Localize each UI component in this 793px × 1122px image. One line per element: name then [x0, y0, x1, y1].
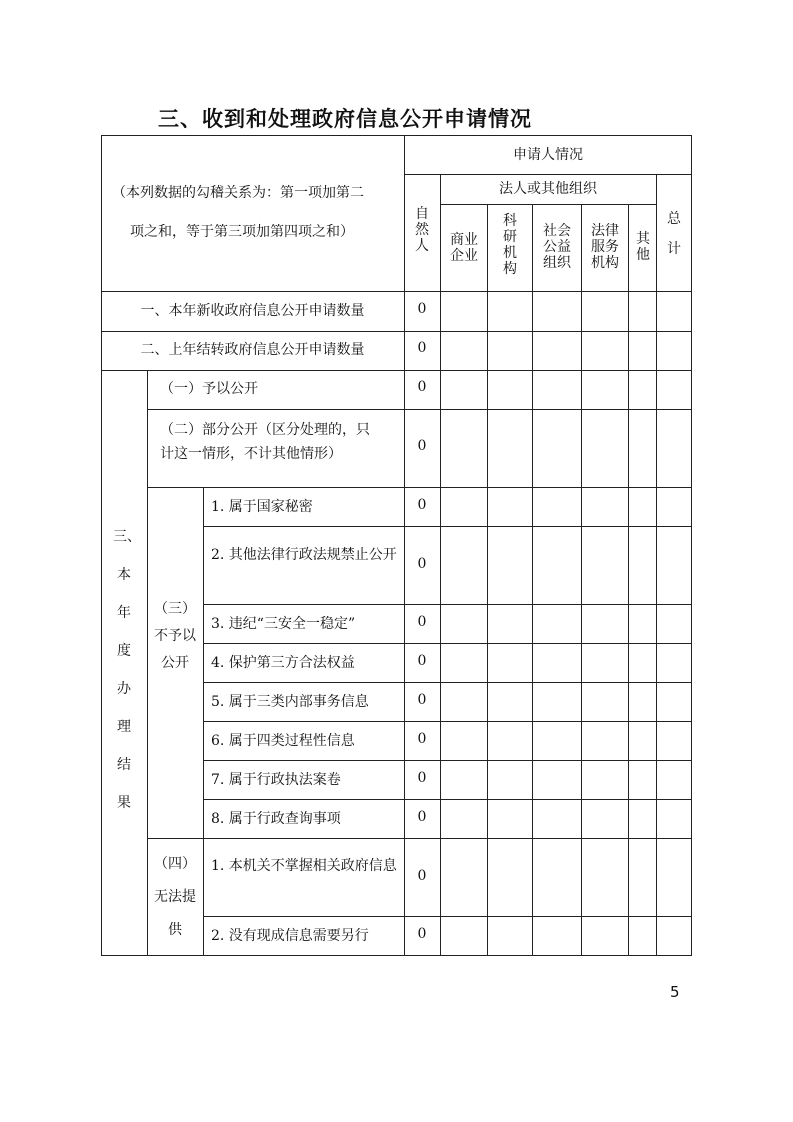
legal-group-header: 法人或其他组织: [499, 181, 597, 197]
col-divider-other: [628, 204, 629, 956]
row-line: [203, 799, 692, 800]
legal-service-header: 法律服务机构: [591, 223, 619, 271]
total-header: 总计: [667, 211, 681, 257]
not-disclose-item-2-label: 2. 其他法律行政法规禁止公开: [211, 547, 397, 563]
not-disclose-item-8-value: 0: [417, 809, 427, 825]
not-disclose-item-5-label: 5. 属于三类内部事务信息: [211, 694, 369, 710]
applicant-situation-header: 申请人情况: [513, 147, 583, 163]
row-line: [203, 760, 692, 761]
not-disclose-item-6-value: 0: [417, 731, 427, 747]
row-line: [203, 526, 692, 527]
table-border-left: [101, 135, 102, 956]
row-partial-line-1: （二）部分公开（区分处理的，只: [160, 422, 370, 438]
group-results-label: 三、本年度办理结果: [113, 529, 141, 811]
col-divider-research: [487, 204, 488, 956]
not-disclose-item-1-value: 0: [417, 497, 427, 513]
not-disclose-item-4-value: 0: [417, 653, 427, 669]
page-number: 5: [670, 983, 680, 1001]
row-line: [101, 370, 692, 371]
row-partial-label: [160, 418, 400, 466]
row-line: [101, 291, 692, 292]
not-disclose-item-4-label: 4. 保护第三方合法权益: [211, 655, 355, 671]
natural-person-header: 自然人: [415, 206, 429, 254]
label-col-divider-2: [203, 487, 204, 956]
not-disclose-item-7-value: 0: [417, 770, 427, 786]
not-disclose-item-3-value: 0: [417, 614, 427, 630]
row-new-applications-value: 0: [417, 301, 427, 317]
section-title: 三、收到和处理政府信息公开申请情况: [158, 107, 532, 131]
row-line: [203, 721, 692, 722]
row-line: [203, 916, 692, 917]
row-disclose-label: （一）予以公开: [160, 381, 258, 397]
header-subdivider: [440, 204, 656, 205]
not-disclose-item-3-label: 3. 违纪“三安全一稳定”: [211, 616, 356, 632]
group-not-disclose-label: （三）不予以公开: [154, 601, 196, 671]
unable-item-1-label: 1. 本机关不掌握相关政府信息: [211, 858, 397, 874]
business-header: 商业企业: [450, 232, 478, 264]
research-header: 科研机构: [503, 213, 517, 277]
row-line: [203, 682, 692, 683]
not-disclose-item-6-label: 6. 属于四类过程性信息: [211, 733, 355, 749]
row-partial-line-2: 计这一情形，不计其他情形）: [160, 446, 342, 462]
row-line: [203, 643, 692, 644]
unable-item-1-value: 0: [417, 868, 427, 884]
note-line-2: 项之和，等于第三项加第四项之和）: [130, 224, 354, 240]
col-divider-natural: [404, 135, 405, 956]
table-border-top: [101, 135, 692, 136]
other-header: 其他: [636, 231, 650, 263]
row-line: [147, 409, 692, 410]
not-disclose-item-8-label: 8. 属于行政查询事项: [211, 811, 341, 827]
row-line: [203, 604, 692, 605]
label-col-divider-1: [147, 370, 148, 956]
col-divider-social: [532, 204, 533, 956]
row-new-applications-label: 一、本年新收政府信息公开申请数量: [140, 303, 365, 319]
not-disclose-item-5-value: 0: [417, 692, 427, 708]
note-line-1: （本列数据的勾稽关系为：第一项加第二: [112, 185, 364, 201]
row-line: [147, 838, 692, 839]
social-header: 社会公益组织: [543, 223, 571, 271]
header-divider: [404, 174, 692, 175]
not-disclose-item-1-label: 1. 属于国家秘密: [211, 499, 313, 515]
row-disclose-value: 0: [417, 379, 427, 395]
table-border-right: [691, 135, 692, 956]
row-line: [101, 331, 692, 332]
row-carried-over-value: 0: [417, 340, 427, 356]
row-carried-over-label: 二、上年结转政府信息公开申请数量: [140, 342, 365, 358]
col-divider-legal: [581, 204, 582, 956]
unable-item-2-label: 2. 没有现成信息需要另行: [211, 928, 369, 944]
table-border-bottom: [101, 955, 692, 956]
unable-item-2-value: 0: [417, 926, 427, 942]
row-partial-value: 0: [417, 438, 427, 454]
group-unable-provide-label: （四）无法提供: [154, 856, 196, 938]
not-disclose-item-7-label: 7. 属于行政执法案卷: [211, 772, 341, 788]
row-line: [147, 487, 692, 488]
not-disclose-item-2-value: 0: [417, 556, 427, 572]
